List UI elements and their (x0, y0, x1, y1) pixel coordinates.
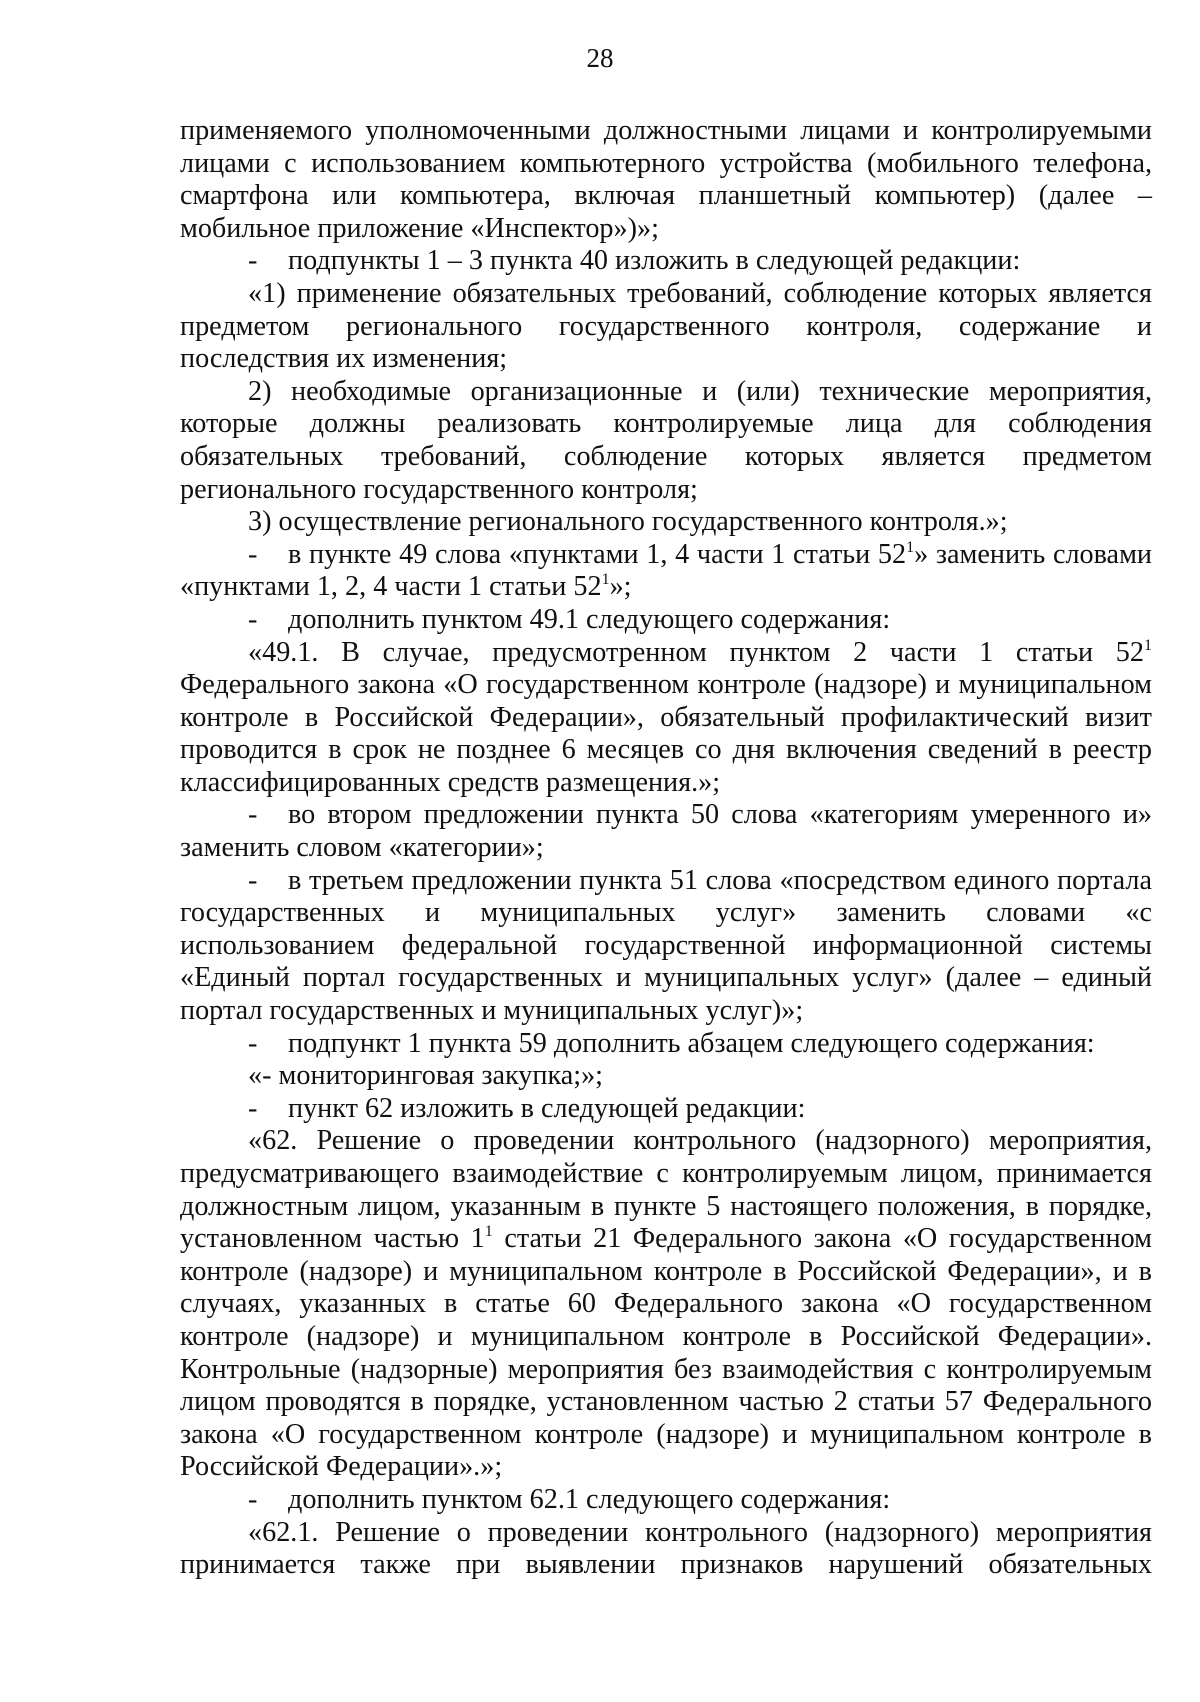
dash-bullet: - (248, 1483, 258, 1515)
superscript: 1 (906, 538, 915, 556)
superscript: 1 (601, 571, 610, 589)
dash-bullet: - (248, 603, 258, 635)
paragraph: 3) осуществление регионального государственного контроля.»; (248, 506, 1008, 538)
amendment-text: дополнить пунктом 49.1 следующего содержания: (288, 603, 891, 635)
paragraph-text: «62. Решение о проведении контрольного (надзорного) мероприятия, предусматривающего взаимодействие с контролируемым лицом, принимается должностным лицом, указанным в пункте 5 настоящего положения, в порядке, установленном частью 1 (180, 1125, 1152, 1255)
superscript: 1 (484, 1223, 493, 1241)
paragraph (180, 1125, 1152, 1484)
amendment-item (180, 1093, 1152, 1126)
document-body (180, 115, 1152, 1582)
amendment-text: » заменить словами «пунктами 1, 2, 4 части 1 статьи 52 (180, 538, 1152, 603)
paragraph: «1) применение обязательных требований, соблюдение которых является предметом регионального государственного контроля, содержание и последствия их изменения; (180, 277, 1152, 375)
paragraph: 2) необходимые организационные и (или) технические мероприятия, которые должны реализовать контролируемые лица для соблюдения обязательных требований, соблюдение которых является предметом регионального государственного контроля; (180, 375, 1152, 505)
page-number: 28 (586, 43, 614, 73)
dash-bullet: - (248, 864, 258, 896)
amendment-text: во втором предложении пункта 50 слова «категориям умеренного и» заменить словом «категории»; (180, 799, 1152, 864)
amendment-text: в третьем предложении пункта 51 слова «посредством единого портала государственных и муниципальных услуг» заменить словами «с использованием федеральной государственной информационной системы «Единый портал государственных и муниципальных услуг» (далее – единый портал государственных и муниципальных услуг)»; (180, 864, 1152, 1027)
amendment-item (180, 799, 1152, 864)
amendment-text: в пункте 49 слова «пунктами 1, 4 части 1 статьи 52 (288, 538, 907, 570)
amendment-item (180, 1028, 1152, 1061)
amendment-text: дополнить пунктом 62.1 следующего содержания: (288, 1483, 891, 1515)
paragraph: «- мониторинговая закупка;»; (248, 1060, 603, 1092)
amendment-text: подпункты 1 – 3 пункта 40 изложить в следующей редакции: (288, 245, 1021, 277)
amendment-item (180, 865, 1152, 1028)
amendment-item (180, 539, 1152, 604)
amendment-item (180, 1484, 1152, 1517)
dash-bullet: - (248, 1092, 258, 1124)
paragraph: «62.1. Решение о проведении контрольного (надзорного) мероприятия принимается также при выявлении признаков нарушений обязательных (180, 1516, 1152, 1581)
paragraph-text: статьи 21 Федерального закона «О государственном контроле (надзоре) и муниципальном контроле в Российской Федерации», и в случаях, указанных в статье 60 Федерального закона «О государственном контроле (надзоре) и муниципальном контроле в Российской Федерации». Контрольные (надзорные) мероприятия без взаимодействия с контролируемым лицом проводятся в порядке, установленном частью 2 статьи 57 Федерального закона «О государственном контроле (надзоре) и муниципальном контроле в Российской Федерации».»; (180, 1223, 1152, 1483)
dash-bullet: - (248, 799, 258, 831)
dash-bullet: - (248, 245, 258, 277)
dash-bullet: - (248, 1027, 258, 1059)
paragraph-text: «49.1. В случае, предусмотренном пунктом 2 части 1 статьи 52 (248, 636, 1144, 668)
amendment-text: »; (609, 571, 632, 603)
superscript: 1 (1144, 636, 1152, 654)
amendment-text: пункт 62 изложить в следующей редакции: (288, 1092, 806, 1124)
amendment-text: подпункт 1 пункта 59 дополнить абзацем следующего содержания: (288, 1027, 1095, 1059)
dash-bullet: - (248, 538, 258, 570)
paragraph-text: Федерального закона «О государственном контроле (надзоре) и муниципальном контроле в Российской Федерации», обязательный профилактический визит проводится в срок не позднее 6 месяцев со дня включения сведений в реестр классифицированных средств размещения.»; (180, 669, 1152, 798)
amendment-item (180, 245, 1152, 278)
paragraph: применяемого уполномоченными должностными лицами и контролируемыми лицами с использованием компьютерного устройства (мобильного телефона, смартфона или компьютера, включая планшетный компьютер) (далее – мобильное приложение «Инспектор»)»; (180, 115, 1152, 244)
paragraph (180, 637, 1152, 800)
amendment-item (180, 604, 1152, 637)
